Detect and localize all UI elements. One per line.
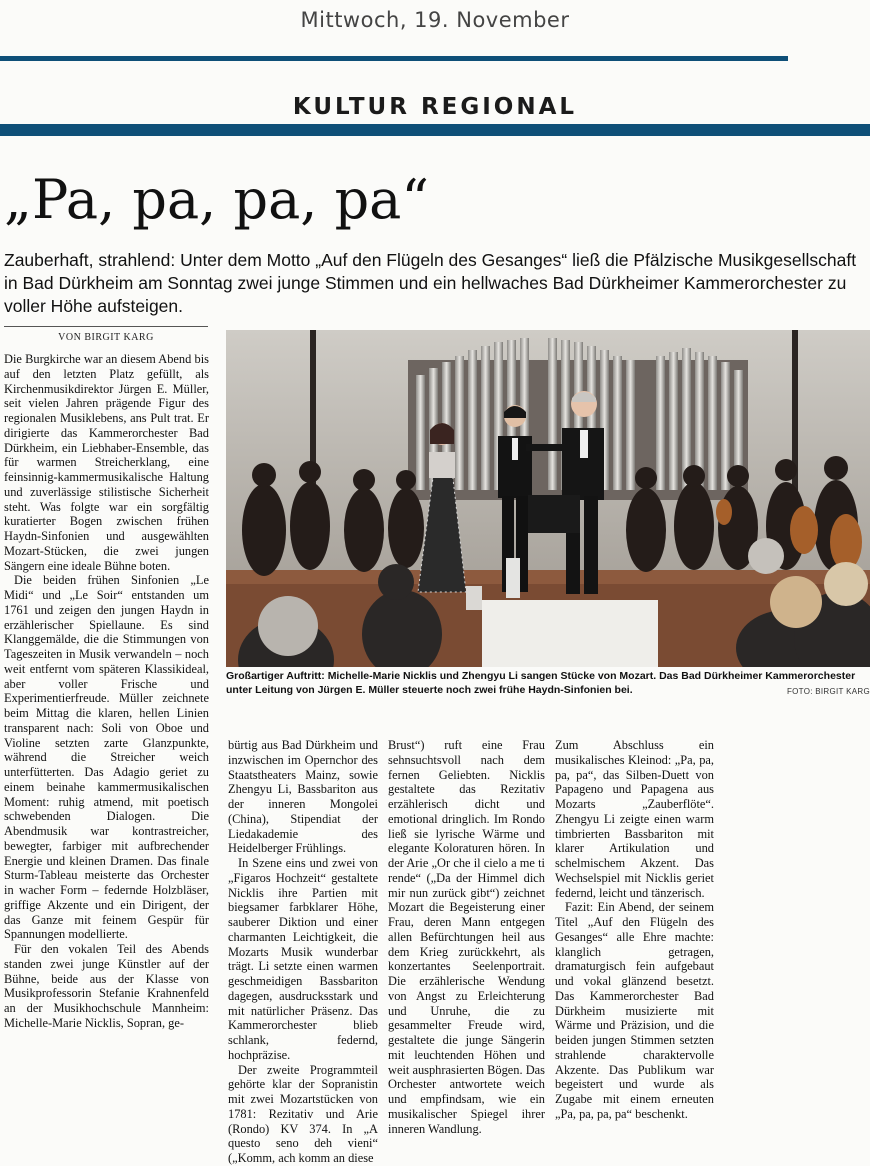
- deck: Zauberhaft, strahlend: Unter dem Motto „Auf den Flügeln des Gesanges“ ließ die Pfälzische Musikgesellschaft in Bad Dürkheim am Sonntag zwei junge Stimmen und ein hellwaches Bad Dürkheimer Kammerorchester zu voller Höhe aufsteigen.: [4, 250, 857, 316]
- section-title: KULTUR REGIONAL: [292, 94, 578, 120]
- paragraph: Brust“) ruft eine Frau sehnsuchtsvoll nach dem fernen Geliebten. Nicklis gestaltete das Rezitativ erzählerisch dicht und emotional dringlich. Im Rondo ließ sie lyrische Wärme und elegante Koloraturen hören. In der Arie „Or che il cielo a me ti rende“ („Da der Himmel dich mir nun zurück gibt“) zeichnet Mozart die Begeisterung einer Frau, deren Mann entgegen allen Befürchtungen heil aus dem Krieg zurückkehrt, als konzertantes Seelenportrait. Die erzählerische Wendung von Angst zu Erleichterung und Unruhe, die zu gesammelter Freude wird, gestaltete die junge Sängerin mit leuchtenden Höhen und weit ausphrasierten Bögen. Das Orchester antwortete weich und empfindsam, wie ein musikalischer Spiegel ihrer inneren Wandlung.: [388, 738, 545, 1136]
- paragraph: Die Burgkirche war an diesem Abend bis auf den letzten Platz gefüllt, als Kirchenmusikdirektor Jürgen E. Müller, seit vielen Jahren prägende Figur des regionalen Musiklebens, ans Pult trat. Er dirigierte das Kammerorchester Bad Dürkheim, ein Liebhaber-Ensemble, das für warmen Streicherklang, eine feinsinnig-kammermusikalische Haltung und zuverlässige stilistische Sicherheit steht. Was folgte war ein sorgfältig kuratierter Bogen zwischen frühen Haydn-Sinfonien und ausgewählten Mozart-Stücken, die zwei jungen Sängern eine ideale Bühne boten.: [4, 352, 209, 573]
- page-date: Mittwoch, 19. November: [300, 8, 570, 32]
- section-rule: [0, 124, 870, 136]
- concert-photo: [226, 330, 870, 667]
- article-column-1: [4, 352, 209, 1031]
- article-column-3: [388, 738, 545, 1136]
- headline: „Pa, pa, pa, pa“: [4, 168, 429, 231]
- paragraph: Für den vokalen Teil des Abends standen zwei junge Künstler auf der Bühne, beide aus der Klasse von Musikprofessorin Stefanie Krahnenfeld an der Musikhochschule Mannheim: Michelle-Marie Nicklis, Sopran, ge-: [4, 942, 209, 1030]
- paragraph: Die beiden frühen Sinfonien „Le Midi“ und „Le Soir“ entstanden um 1761 und zeigen den jungen Haydn in erzählerischer Spiellaune. Es sind Klanggemälde, die die Stimmungen von Tageszeiten in Musik verwandeln – noch weit entfernt vom späteren Klassikideal, aber voller Frische und Experimentierfreude. Müller zeichnete beim Mittag die klaren, hellen Linien transparent nach: Soli von Oboe und Violine setzten zarte Glanzpunkte, während die Streicher weich unterfütterten. Das Adagio geriet zu einem beinahe kammermusikalischen Moment: ruhig atmend, mit poetisch schwebenden Dialogen. Die Abendmusik war kontrastreicher, bewegter, farbiger mit aufbrechender Energie und kleinen Dramen. Das finale Sturm-Tableau meisterte das Orchester in wacher Form – federnde Holzbläser, griffige Akzente und ein Dirigent, der das Ganze mit feinem Gespür für Spannungen modellierte.: [4, 573, 209, 942]
- paragraph: Der zweite Programmteil gehörte klar der Sopranistin mit zwei Mozartstücken von 1781: Rezitativ und Arie (Rondo) KV 374. In „A questo seno deh vieni“ („Komm, ach komm an diese: [228, 1062, 378, 1165]
- paragraph: Fazit: Ein Abend, der seinem Titel „Auf den Flügeln des Gesanges“ alle Ehre machte: klanglich getragen, dramaturgisch fein aufgebaut und vokal glänzend besetzt. Das Kammerorchester Bad Dürkheim musizierte mit Wärme und Präzision, und die beiden jungen Stimmen setzten strahlende charaktervolle Akzente. Das Publikum war begeistert und wurde als Zugabe mit einem erneuten „Pa, pa, pa, pa“ beschenkt.: [555, 900, 714, 1121]
- photo-credit: FOTO: BIRGIT KARG: [786, 687, 870, 696]
- header-rule: [0, 56, 788, 61]
- article-column-4: [555, 738, 714, 1122]
- paragraph: Zum Abschluss ein musikalisches Kleinod: „Pa, pa, pa, pa“, das Silben-Duett von Papageno und Papagena aus Mozarts „Zauberflöte“. Zhengyu Li zeigte einen warm timbrierten Bassbariton mit klarer Artikulation und schelmischem Akzent. Das Wechselspiel mit Nicklis geriet federnd, leicht und tänzerisch.: [555, 738, 714, 900]
- article-column-2: [228, 738, 378, 1166]
- paragraph: bürtig aus Bad Dürkheim und inzwischen im Opernchor des Staatstheaters Mainz, sowie Zhengyu Li, Bassbariton aus der inneren Mongolei (China), Stipendiat der Liedakademie des Heidelberger Frühlings.: [228, 738, 378, 856]
- byline-rule: [4, 326, 208, 327]
- byline: VON BIRGIT KARG: [58, 332, 154, 343]
- photo-caption: Großartiger Auftritt: Michelle-Marie Nicklis und Zhengyu Li sangen Stücke von Mozart. Das Bad Dürkheimer Kammerorchester unter Leitung von Jürgen E. Müller steuerte noch zwei frühe Haydn-Sinfonien bei.: [226, 670, 856, 696]
- paragraph: In Szene eins und zwei von „Figaros Hochzeit“ gestaltete Nicklis ihre Partien mit biegsamer farbklarer Höhe, sauberer Diktion und einer charmanten Leichtigkeit, die Mozarts Musik wunderbar trägt. Li setzte einen warmen geschmeidigen Bassbariton dagegen, ausdrucksstark und mit natürlicher Präsenz. Das Kammerorchester blieb schlank, federnd, hochpräzise.: [228, 856, 378, 1062]
- concert-photo-illustration: [226, 330, 870, 667]
